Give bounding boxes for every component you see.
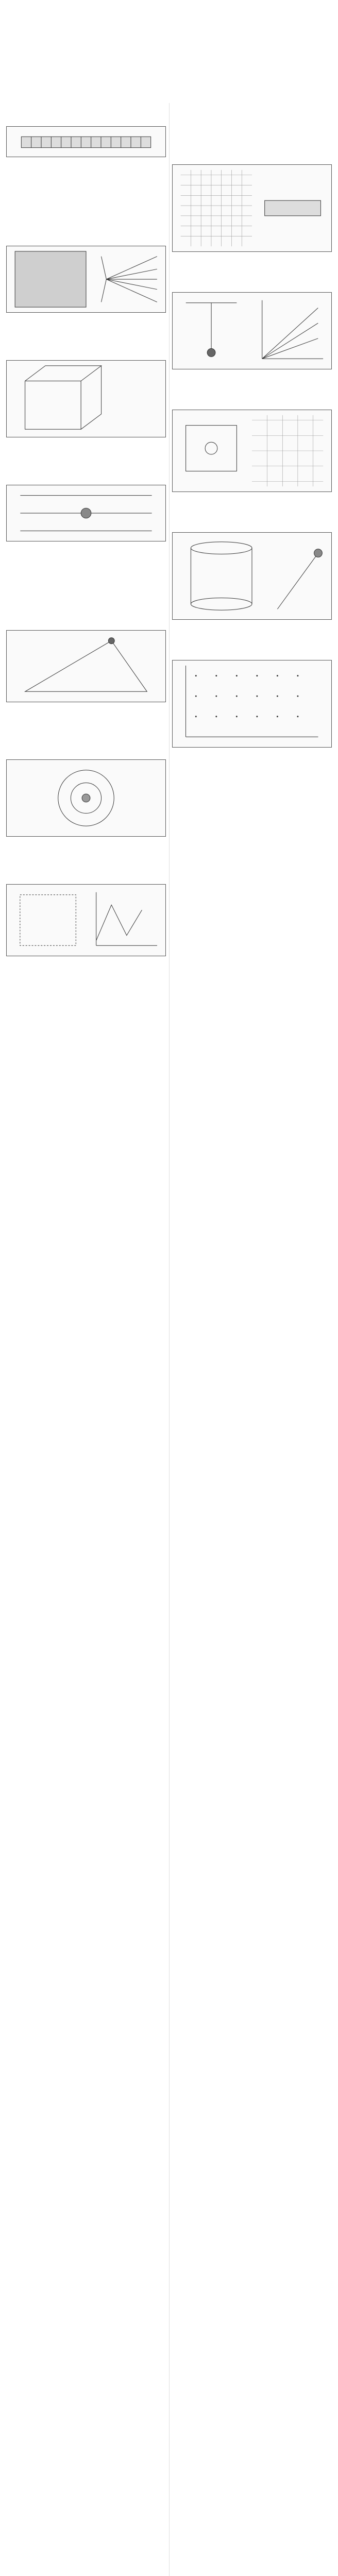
question-figure xyxy=(6,485,166,541)
question-part xyxy=(172,630,332,637)
figure-svg xyxy=(173,293,331,369)
exam-subject xyxy=(0,24,338,37)
question-figure xyxy=(172,532,332,620)
note-line xyxy=(9,68,329,75)
figure-svg xyxy=(173,165,331,251)
question-stem xyxy=(6,116,166,123)
question-figure xyxy=(6,126,166,157)
column-divider xyxy=(169,103,170,2576)
question-part xyxy=(172,637,332,645)
question-stem xyxy=(6,235,166,243)
option xyxy=(6,455,166,462)
question xyxy=(6,749,166,869)
question-stem xyxy=(172,154,332,161)
question-stem xyxy=(6,474,166,482)
option xyxy=(6,440,166,448)
option xyxy=(6,337,166,345)
figure-svg xyxy=(173,533,331,619)
question xyxy=(6,579,166,615)
option xyxy=(6,223,166,230)
question-figure xyxy=(6,759,166,837)
option xyxy=(6,593,166,600)
question xyxy=(6,350,166,469)
option xyxy=(6,840,166,847)
section-heading xyxy=(172,144,332,152)
option xyxy=(6,607,166,615)
option xyxy=(172,125,332,132)
question-figure xyxy=(172,292,332,369)
exam-meta xyxy=(0,41,338,48)
question-figure xyxy=(6,884,166,956)
question-part xyxy=(172,765,332,772)
question-stem xyxy=(172,103,332,110)
left-column xyxy=(6,103,166,993)
question-figure xyxy=(172,164,332,252)
question-part xyxy=(172,380,332,387)
option xyxy=(6,182,166,189)
question xyxy=(172,282,332,394)
option xyxy=(172,132,332,139)
option xyxy=(172,117,332,125)
figure-svg xyxy=(173,410,331,492)
question-part xyxy=(172,623,332,630)
question-part xyxy=(172,510,332,517)
note-line xyxy=(9,61,329,68)
question-part xyxy=(172,269,332,277)
option xyxy=(6,209,166,216)
figure-svg xyxy=(7,631,165,702)
question-part xyxy=(172,495,332,502)
option xyxy=(6,216,166,223)
option xyxy=(6,175,166,182)
option xyxy=(6,713,166,720)
question-stem xyxy=(172,399,332,406)
option xyxy=(6,559,166,566)
option xyxy=(6,586,166,593)
section-heading xyxy=(6,106,166,114)
option xyxy=(172,110,332,117)
question xyxy=(6,116,166,189)
question xyxy=(6,874,166,988)
question-part xyxy=(172,262,332,269)
question-stem xyxy=(172,282,332,289)
option xyxy=(6,959,166,967)
option xyxy=(6,600,166,607)
option xyxy=(6,974,166,981)
question xyxy=(172,103,332,139)
question-figure xyxy=(172,410,332,492)
option xyxy=(6,847,166,854)
question-figure xyxy=(6,360,166,437)
question xyxy=(6,235,166,345)
option xyxy=(6,552,166,559)
question-stem xyxy=(6,579,166,586)
question xyxy=(172,154,332,277)
option xyxy=(6,330,166,337)
question-figure xyxy=(6,630,166,702)
option xyxy=(6,705,166,713)
section-heading xyxy=(6,739,166,747)
question-figure xyxy=(6,246,166,313)
question-stem xyxy=(172,522,332,529)
option xyxy=(6,727,166,734)
right-column xyxy=(172,103,332,777)
note-line xyxy=(9,54,329,61)
option xyxy=(6,981,166,988)
option xyxy=(6,861,166,869)
exam-notes xyxy=(9,54,329,90)
question-part xyxy=(172,751,332,758)
question xyxy=(172,650,332,772)
question-part xyxy=(172,502,332,510)
question-stem xyxy=(172,650,332,657)
figure-svg xyxy=(7,246,165,312)
figure-svg xyxy=(7,885,165,956)
question xyxy=(172,522,332,645)
question-part xyxy=(172,387,332,394)
question xyxy=(6,620,166,734)
question-part xyxy=(172,758,332,765)
note-line xyxy=(9,75,329,82)
question xyxy=(172,399,332,517)
option xyxy=(6,967,166,974)
question xyxy=(6,194,166,230)
figure-svg xyxy=(7,127,165,157)
option xyxy=(6,201,166,209)
option xyxy=(6,323,166,330)
question-figure xyxy=(172,660,332,748)
figure-svg xyxy=(7,485,165,541)
option xyxy=(6,462,166,469)
option xyxy=(6,545,166,552)
option xyxy=(6,448,166,455)
question-stem xyxy=(6,874,166,881)
question-part xyxy=(172,255,332,262)
option xyxy=(6,167,166,175)
question-stem xyxy=(6,350,166,357)
question xyxy=(6,474,166,573)
option xyxy=(6,160,166,167)
question-stem xyxy=(6,749,166,756)
question-part xyxy=(172,372,332,380)
question-stem xyxy=(6,620,166,627)
option xyxy=(6,854,166,861)
option xyxy=(6,566,166,573)
question-stem xyxy=(6,194,166,201)
exam-title xyxy=(0,9,338,20)
figure-svg xyxy=(7,760,165,836)
figure-svg xyxy=(7,361,165,437)
note-line xyxy=(9,82,329,90)
figure-svg xyxy=(173,660,331,747)
option xyxy=(6,316,166,323)
option xyxy=(6,720,166,727)
